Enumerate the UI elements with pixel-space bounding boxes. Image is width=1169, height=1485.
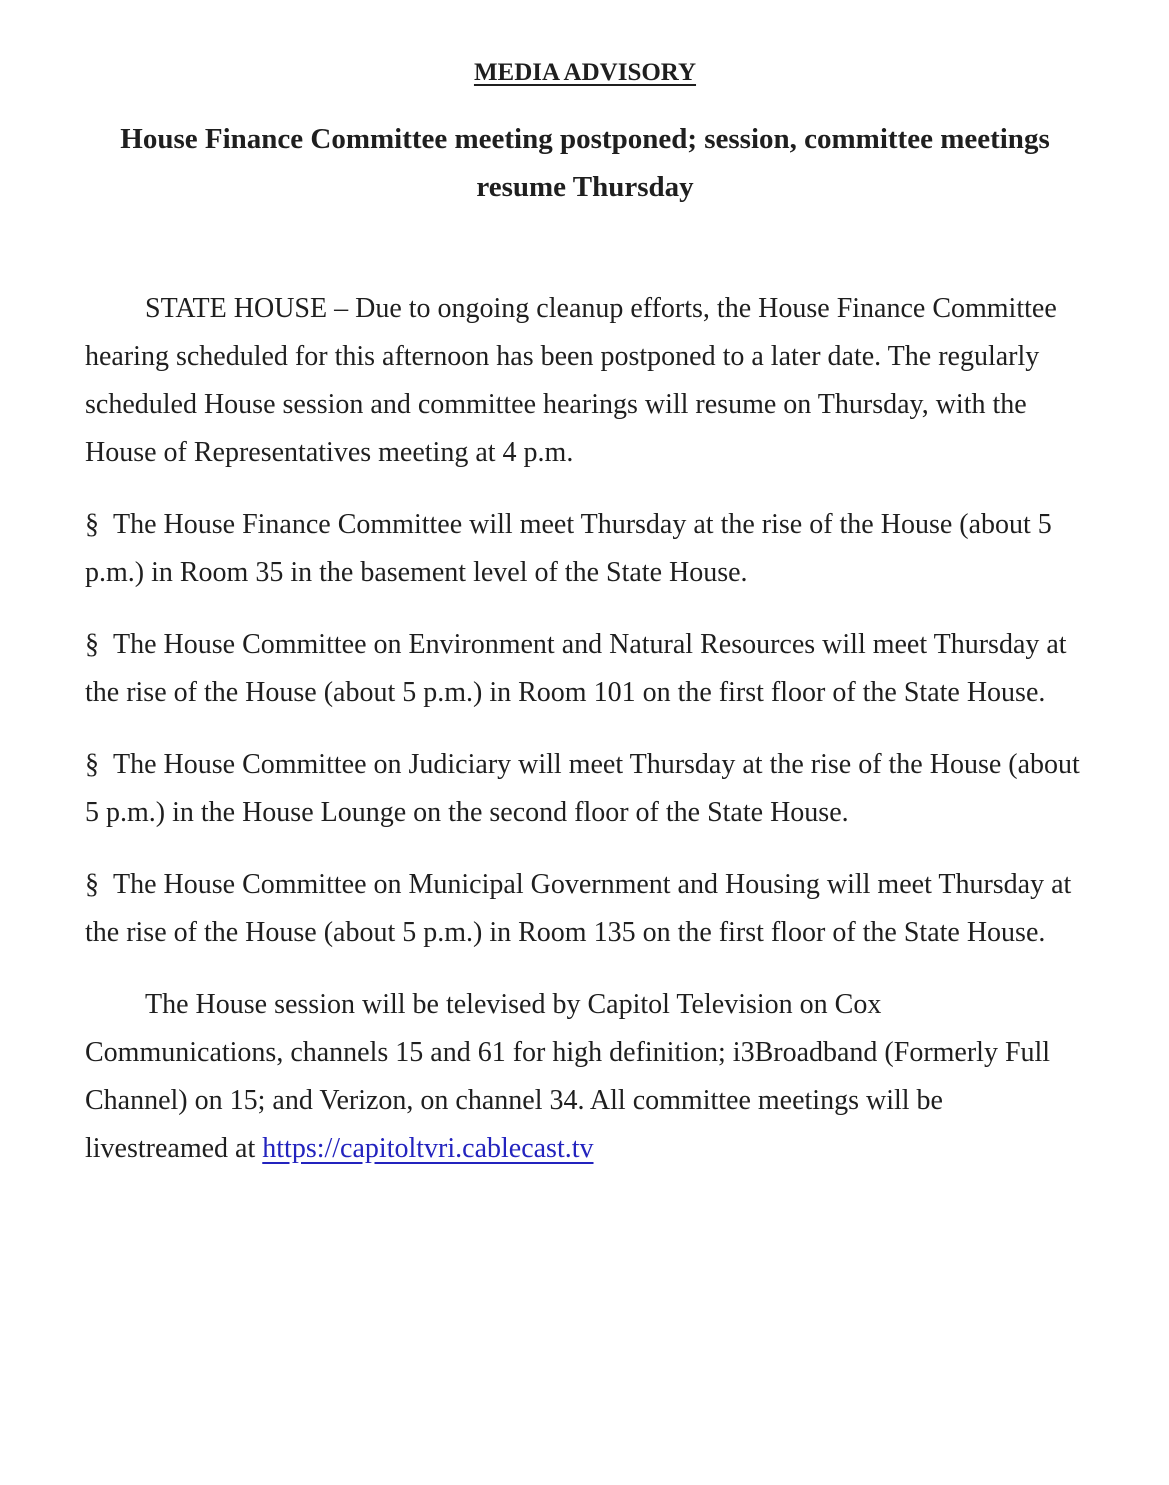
paragraph-text: The House session will be televised by Capitol Television on Cox Communications, channels 15 and 61 for high definition; i3Broadband (Formerly Full Channel) on 15; and Verizon, on channel 34. All committee meetings will be livestreamed at (85, 989, 1051, 1164)
kicker (85, 58, 1085, 88)
section-mark-icon: § (85, 629, 99, 660)
paragraph-text: STATE HOUSE – Due to ongoing cleanup efforts, the House Finance Committee hearing scheduled for this afternoon has been postponed to a later date. The regularly scheduled House session and committee hearings will resume on Thursday, with the House of Representatives meeting at 4 p.m. (85, 293, 1057, 468)
livestream-link[interactable]: https://capitoltvri.cablecast.tv (262, 1133, 594, 1164)
paragraph-bullet-finance (85, 501, 1085, 597)
page-title: House Finance Committee meeting postponed; session, committee meetings resume Thursday (120, 123, 1050, 203)
paragraph-text: The House Committee on Judiciary will meet Thursday at the rise of the House (about 5 p.m.) in the House Lounge on the second floor of the State House. (85, 749, 1080, 828)
kicker-text: MEDIA ADVISORY (473, 59, 697, 86)
paragraph-text: The House Committee on Municipal Government and Housing will meet Thursday at the rise of the House (about 5 p.m.) in Room 135 on the first floor of the State House. (85, 869, 1072, 948)
paragraph-broadcast (85, 981, 1085, 1173)
paragraph-bullet-municipal (85, 861, 1085, 957)
document-body (85, 285, 1085, 1173)
paragraph-intro (85, 285, 1085, 477)
paragraph-text: The House Committee on Environment and Natural Resources will meet Thursday at the rise of the House (about 5 p.m.) in Room 101 on the first floor of the State House. (85, 629, 1067, 708)
section-mark-icon: § (85, 509, 99, 540)
paragraph-bullet-judiciary (85, 741, 1085, 837)
paragraph-bullet-environment (85, 621, 1085, 717)
paragraph-text: The House Finance Committee will meet Thursday at the rise of the House (about 5 p.m.) in Room 35 in the basement level of the State House. (85, 509, 1052, 588)
section-mark-icon: § (85, 749, 99, 780)
section-mark-icon: § (85, 869, 99, 900)
